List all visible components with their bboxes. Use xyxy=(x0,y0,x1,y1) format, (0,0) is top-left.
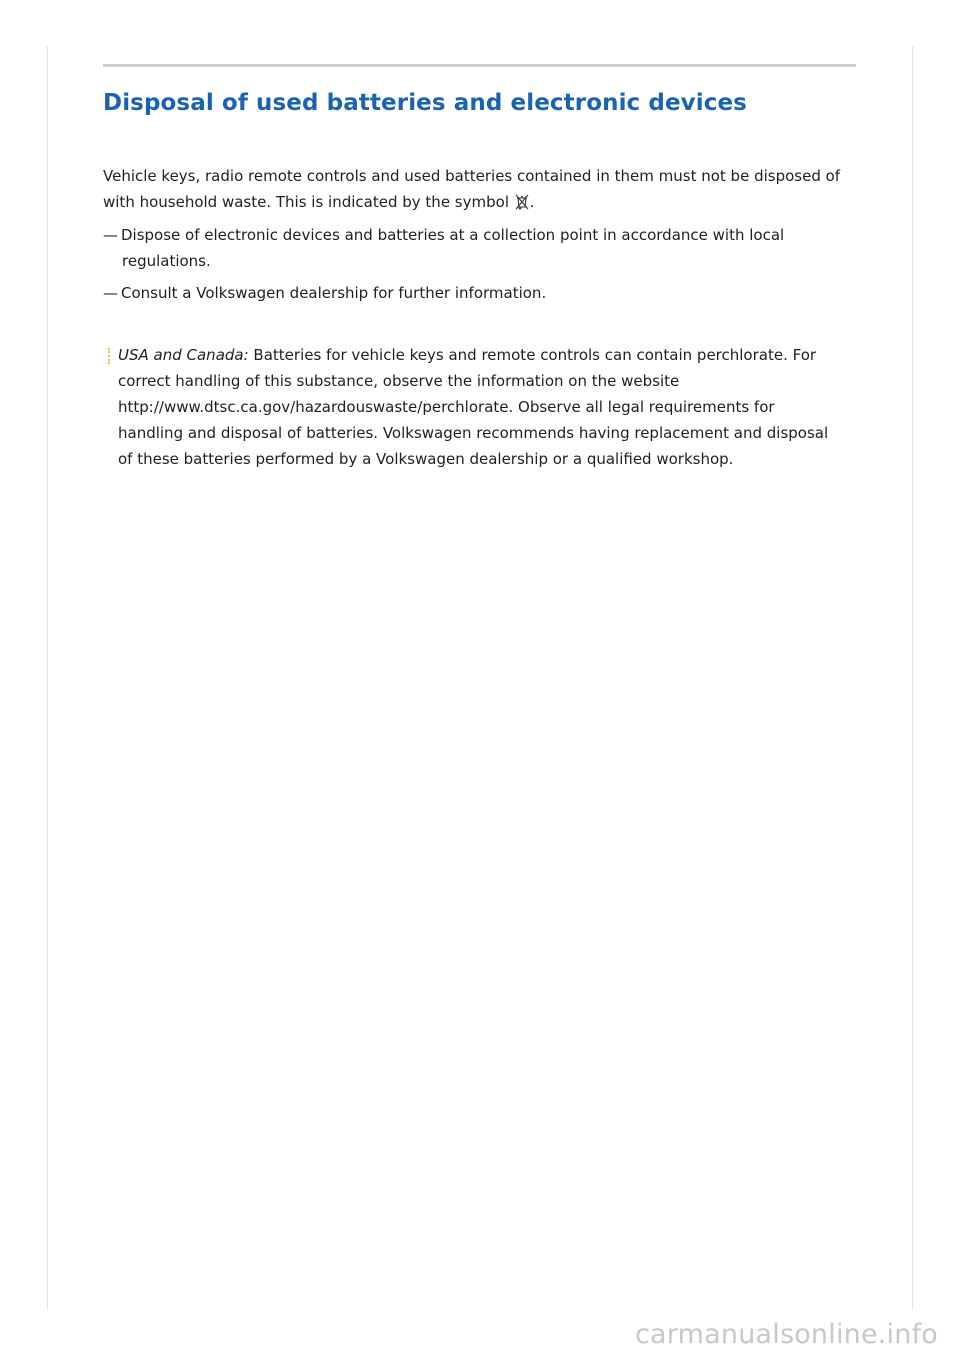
list-item-line: Dispose of electronic devices and batteries at a collection point in accordance with local xyxy=(121,226,785,244)
list-item-text: Consult a Volkswagen dealership for further information. xyxy=(121,284,547,302)
intro-paragraph xyxy=(103,163,863,218)
regional-note xyxy=(118,342,838,472)
crossed-out-wheeled-bin-icon xyxy=(515,192,529,218)
left-margin-line xyxy=(47,46,48,1310)
intro-text-end: . xyxy=(529,193,535,211)
list-dash: — xyxy=(103,284,118,302)
header-rule xyxy=(103,64,856,67)
list-item-text xyxy=(103,222,843,274)
intro-text: Vehicle keys, radio remote controls and used batteries contained in them must not be disposed of with household waste. This is indicated by the symbol xyxy=(103,167,841,211)
note-text: Batteries for vehicle keys and remote controls can contain perchlorate. For correct handling of this substance, observe the information on the website http://www.dtsc.ca.gov/hazardouswaste/perchlorate. Observe all legal requirements for handling and disposal of batteries. Volkswagen recommends having replacement and disposal of these batteries performed by a Volkswagen dealership or a qualified workshop. xyxy=(118,346,829,468)
note-marker xyxy=(108,348,112,364)
list-dash: — xyxy=(103,226,118,244)
page-title: Disposal of used batteries and electronic devices xyxy=(103,90,747,116)
note-label: USA and Canada: xyxy=(118,346,249,364)
list-item xyxy=(103,222,843,274)
list-item xyxy=(103,280,843,306)
right-margin-line xyxy=(912,46,913,1310)
watermark: carmanualsonline.info xyxy=(635,1319,938,1350)
list-item-line: regulations. xyxy=(122,252,211,270)
